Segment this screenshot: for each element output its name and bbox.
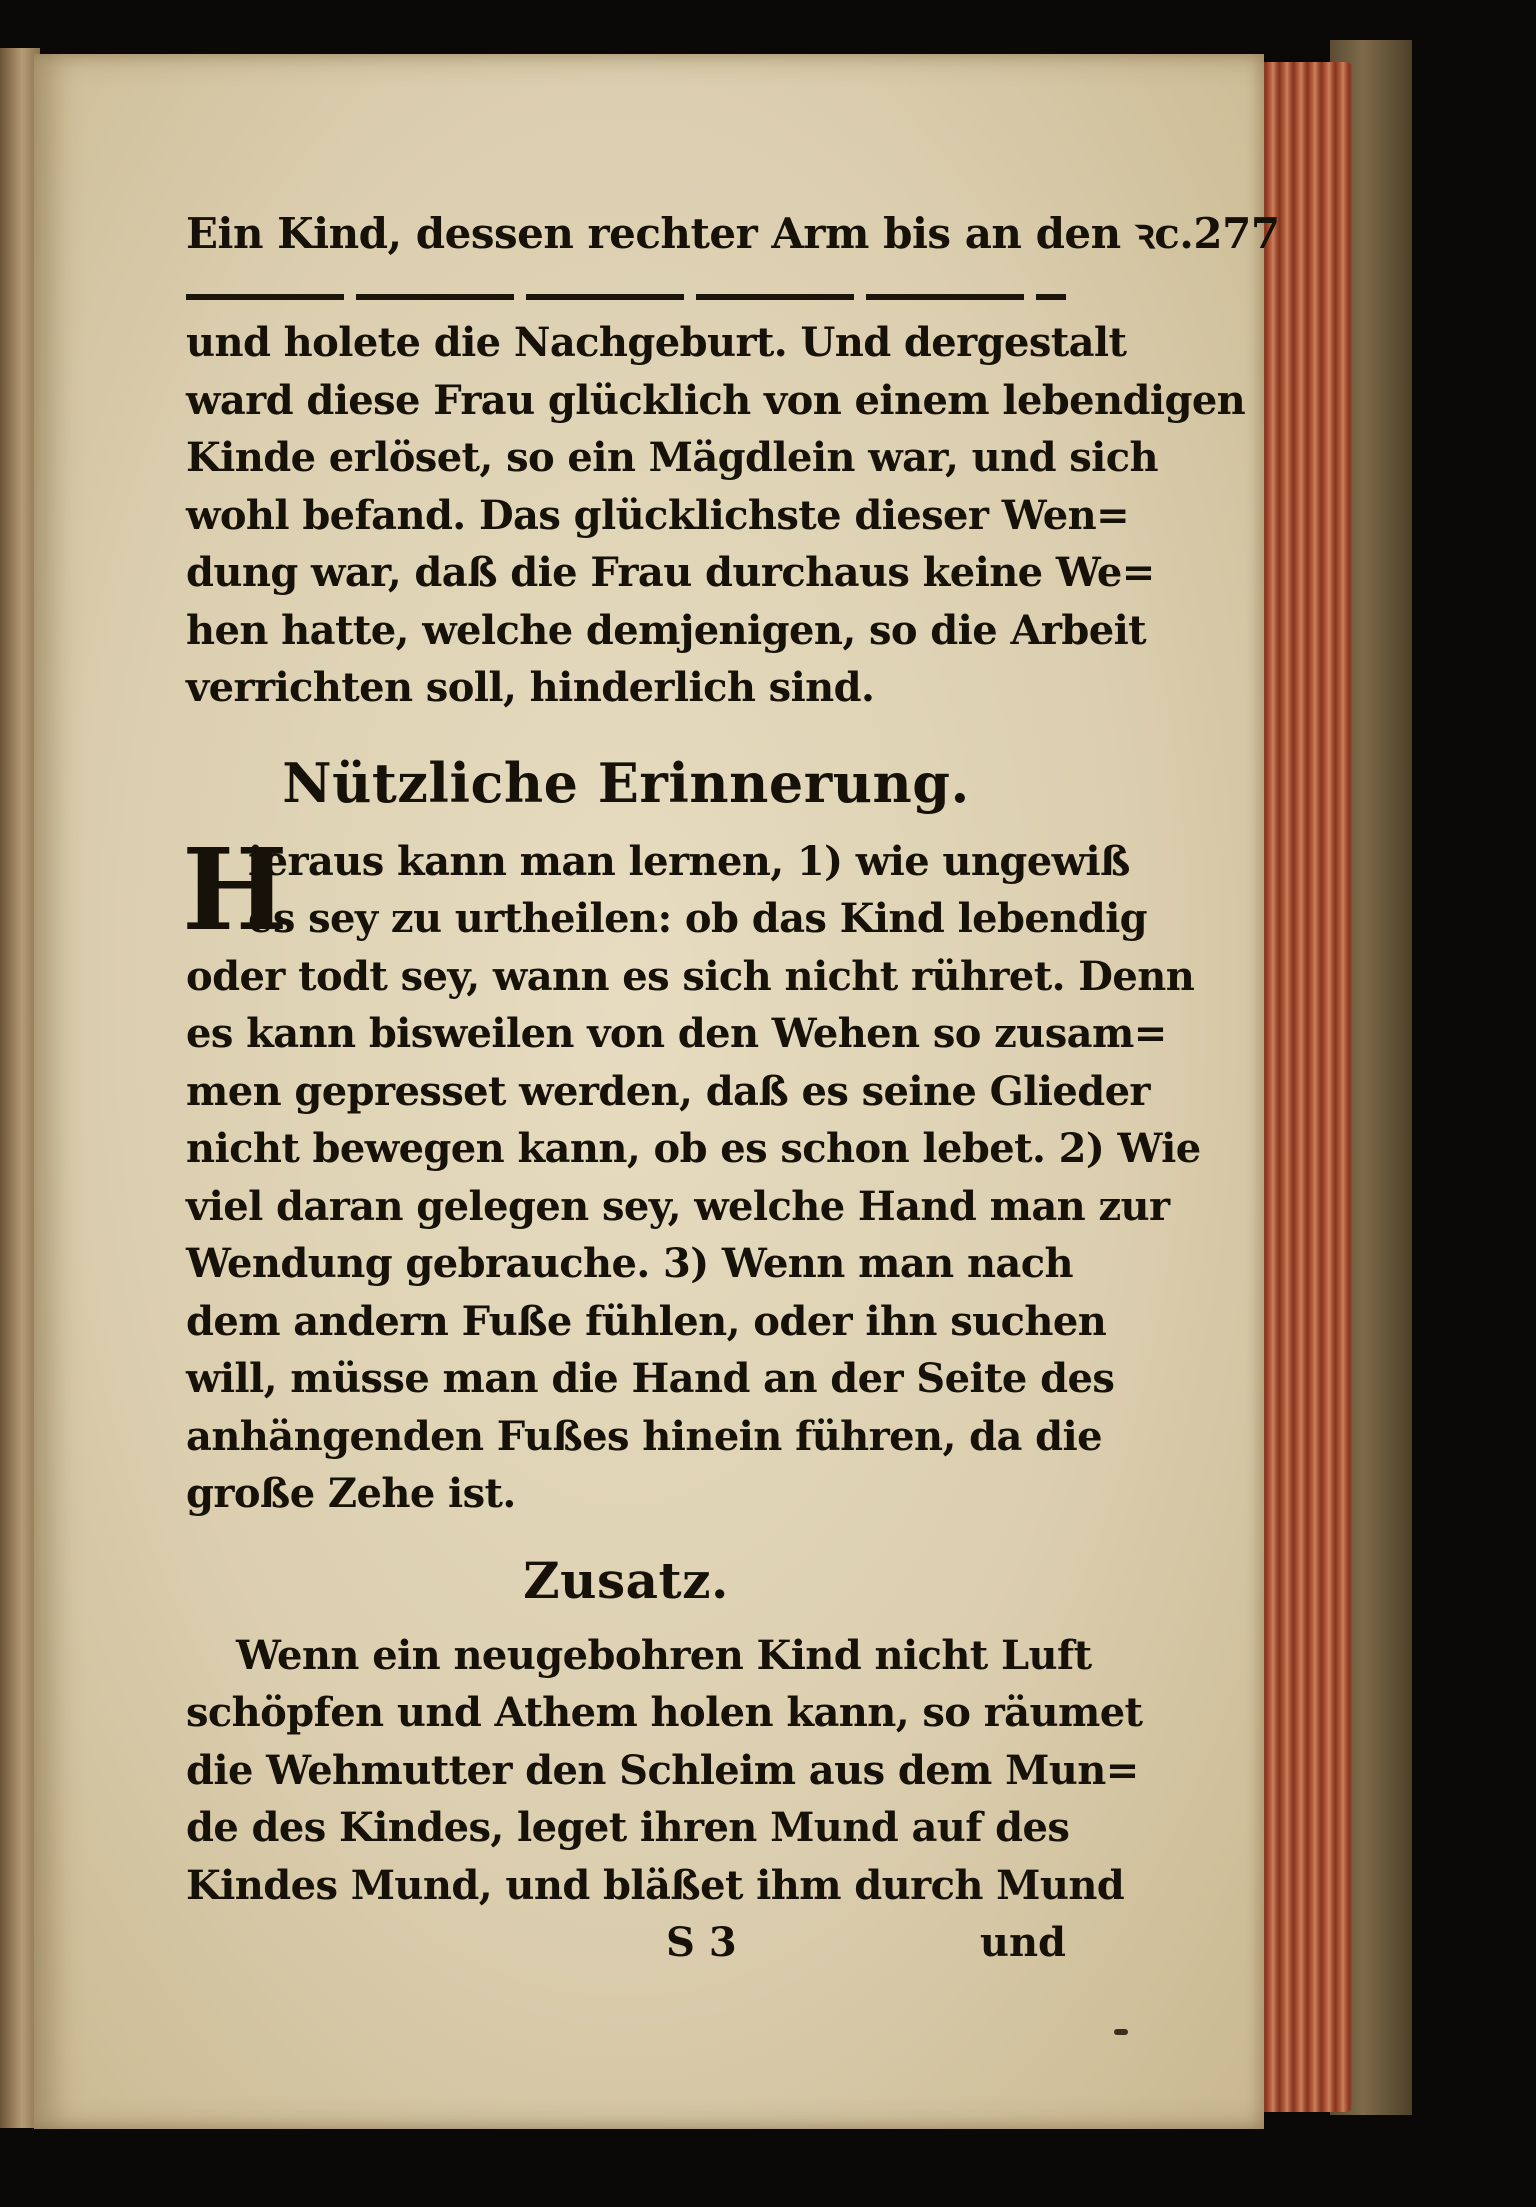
text-line: es sey zu urtheilen: ob das Kind lebendig	[248, 895, 1148, 942]
page-footer	[186, 1914, 1066, 1972]
running-head	[186, 204, 1280, 264]
text-line: verrichten soll, hinderlich sind.	[186, 664, 875, 711]
text-line: ieraus kann man lernen, 1) wie ungewiß	[248, 837, 1130, 885]
paragraph-1	[186, 314, 1246, 717]
text-line: nicht bewegen kann, ob es schon lebet. 2) Wie	[186, 1125, 1201, 1172]
text-line: anhängenden Fußes hinein führen, da die	[186, 1412, 1102, 1460]
text-line: de des Kindes, leget ihren Mund auf des	[186, 1804, 1070, 1851]
text-block	[182, 204, 1280, 1972]
text-line: und holete die Nachgeburt. Und dergestalt	[186, 319, 1127, 366]
header-rule	[186, 294, 1066, 300]
text-line: men gepresset werden, daß es seine Glieder	[186, 1067, 1150, 1115]
text-line: hen hatte, welche demjenigen, so die Arbeit	[186, 606, 1147, 654]
page-block-edges	[1252, 62, 1352, 2112]
paper-speck	[1114, 2029, 1128, 2035]
text-line: ward diese Frau glücklich von einem lebendigen	[186, 376, 1246, 424]
text-line: schöpfen und Athem holen kann, so räumet	[186, 1689, 1143, 1736]
text-line: die Wehmutter den Schleim aus dem Mun=	[186, 1746, 1139, 1794]
catchword: und	[979, 1919, 1066, 1966]
page-number: 277	[1193, 209, 1280, 258]
text-line: Wenn ein neugebohren Kind nicht Luft	[236, 1631, 1092, 1679]
book-page	[34, 54, 1280, 2129]
text-line: Kindes Mund, und bläßet ihm durch Mund	[186, 1861, 1125, 1909]
section-heading: Nützliche Erinnerung.	[282, 750, 970, 815]
paragraph-2	[182, 824, 1201, 1523]
text-line: Wendung gebrauche. 3) Wenn man nach	[186, 1240, 1073, 1287]
text-line: große Zehe ist.	[186, 1470, 516, 1517]
drop-cap: H	[182, 824, 288, 956]
section-heading: Zusatz.	[523, 1550, 729, 1610]
text-line: oder todt sey, wann es sich nicht rühret. Denn	[186, 952, 1195, 1000]
text-line: Kinde erlöset, so ein Mägdlein war, und sich	[186, 434, 1159, 481]
text-line: es kann bisweilen von den Wehen so zusam=	[186, 1010, 1167, 1057]
text-line: dung war, daß die Frau durchaus keine We=	[186, 549, 1155, 596]
text-line: will, müsse man die Hand an der Seite des	[186, 1355, 1115, 1402]
paragraph-3	[186, 1627, 1143, 1915]
text-line: viel daran gelegen sey, welche Hand man zur	[186, 1182, 1170, 1230]
text-line: wohl befand. Das glücklichste dieser Wen=	[186, 491, 1130, 539]
running-head-title: Ein Kind, dessen rechter Arm bis an den ꝛc.	[186, 209, 1194, 258]
text-line: dem andern Fuße fühlen, oder ihn suchen	[186, 1297, 1107, 1345]
signature-mark: S 3	[666, 1919, 737, 1966]
